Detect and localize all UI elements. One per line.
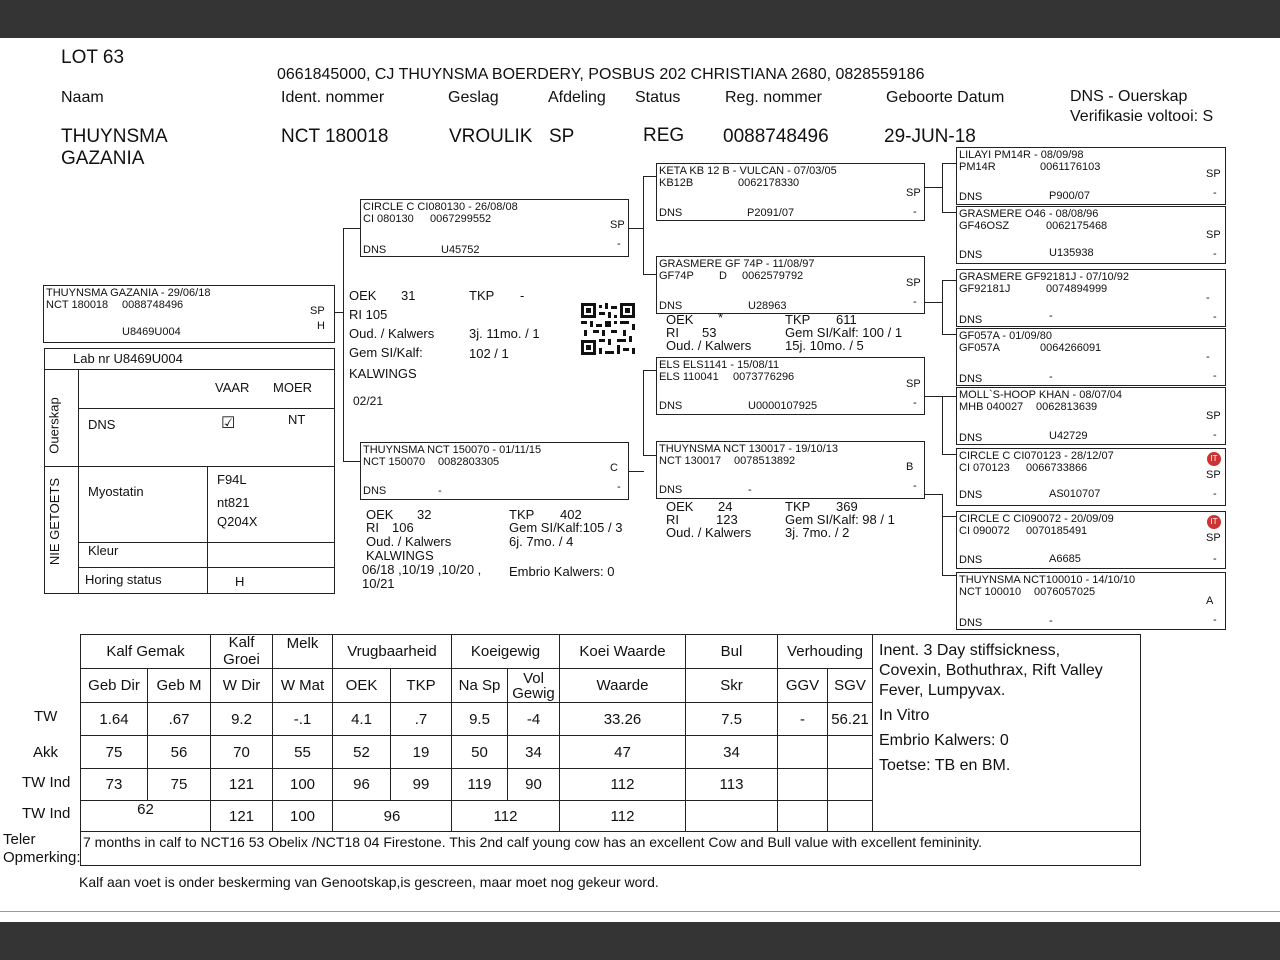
ggp-id: CI 090072 xyxy=(959,525,1010,537)
sub-cell: TKP xyxy=(391,669,452,703)
twind-cell: 100 xyxy=(273,769,333,801)
akk-cell: 50 xyxy=(452,736,508,769)
sub-cell: Waarde xyxy=(560,669,686,703)
nie-getoets-label: NIE GETOETS xyxy=(47,477,63,566)
lot-number: LOT 63 xyxy=(61,47,125,68)
gp-box-1 xyxy=(656,163,925,221)
dam-box xyxy=(360,442,629,500)
sire-oud-label: Oud. / Kalwers xyxy=(349,326,435,341)
ggp-dns: U135938 xyxy=(1049,247,1094,259)
group-verhouding: Verhouding xyxy=(778,635,873,669)
gp-dns-label: DNS xyxy=(659,207,683,219)
ggp-box-7 xyxy=(956,511,1226,569)
self-sp: SP xyxy=(310,305,325,317)
ebv-table xyxy=(80,634,1141,866)
ggp-id: NCT 100010 xyxy=(959,586,1022,598)
ggp-reg: 0062813639 xyxy=(1036,401,1098,413)
note-in-vitro: In Vitro xyxy=(879,707,930,724)
group-vrugbaarheid: Vrugbaarheid xyxy=(333,635,452,669)
dam-title: THUYNSMA NCT 150070 - 01/11/15 xyxy=(363,444,542,456)
ggp-sp: A xyxy=(1206,595,1214,607)
dam-id: NCT 150070 xyxy=(363,456,426,468)
animal-dob: 29-JUN-18 xyxy=(884,126,976,147)
ggp-id: MHB 040027 xyxy=(959,401,1024,413)
ggp-dns: A6685 xyxy=(1049,553,1081,565)
self-id: NCT 180018 xyxy=(46,299,109,311)
akk-cell: 56 xyxy=(148,736,211,769)
gp1-tkp: 611 xyxy=(836,312,857,327)
gp2-oek-label: OEK xyxy=(666,499,694,514)
ggp-box-2 xyxy=(956,206,1226,264)
gp2-oek: 24 xyxy=(718,499,733,514)
animal-name-1: THUYNSMA xyxy=(61,126,168,147)
opmerking-label: Opmerking: xyxy=(3,849,81,866)
dam-gem: Gem SI/Kalf:105 / 3 xyxy=(509,520,623,535)
gp1-ri: 53 xyxy=(702,325,717,340)
ggp-title: GRASMERE O46 - 08/08/96 xyxy=(959,208,1099,220)
label-geboorte: Geboorte Datum xyxy=(886,89,1005,106)
ggp-reg: 0064266091 xyxy=(1040,342,1102,354)
myostatin-f94l: F94L xyxy=(217,472,247,487)
ggp-sp: SP xyxy=(1206,532,1221,544)
gp1-oud: Oud. / Kalwers xyxy=(666,338,752,353)
ggp-dash: - xyxy=(1213,614,1217,626)
gp-id: GF74P xyxy=(659,270,694,282)
gp-title: THUYNSMA NCT 130017 - 19/10/13 xyxy=(659,443,838,455)
moer-nt: NT xyxy=(288,412,306,427)
label-ident: Ident. nommer xyxy=(281,89,385,106)
dam-dns: - xyxy=(438,485,442,497)
ggp-title: GRASMERE GF92181J - 07/10/92 xyxy=(959,271,1129,283)
lab-box xyxy=(44,348,335,594)
gp2-gem: Gem SI/Kalf: 98 / 1 xyxy=(785,512,895,527)
lab-nr: Lab nr U8469U004 xyxy=(73,351,183,366)
group-kalf-groei: Kalf Groei xyxy=(211,635,273,669)
label-status: Status xyxy=(635,89,681,106)
gp1-oek: * xyxy=(718,310,724,325)
sire-sp: SP xyxy=(610,219,625,231)
ggp-dns: U42729 xyxy=(1049,430,1088,442)
akk-cell: 34 xyxy=(686,736,778,769)
sire-dns: U45752 xyxy=(441,244,480,256)
akk-cell xyxy=(828,736,873,769)
self-box xyxy=(43,285,335,343)
sire-kalwings-label: KALWINGS xyxy=(349,366,417,381)
notes-cell xyxy=(873,635,1141,832)
ggp-dns-label: DNS xyxy=(959,314,983,326)
twind2-koeigewig: 112 xyxy=(452,801,560,832)
group-koeigewig: Koeigewig xyxy=(452,635,560,669)
tw-cell: - xyxy=(778,703,828,736)
gp1-gem: Gem SI/Kalf: 100 / 1 xyxy=(785,325,903,340)
ggp-dash: - xyxy=(1213,370,1217,382)
dam-oud: Oud. / Kalwers xyxy=(366,534,452,549)
horing-value: H xyxy=(235,574,245,589)
ggp-box-4 xyxy=(956,328,1226,386)
akk-cell: 34 xyxy=(508,736,560,769)
gp-sp: SP xyxy=(906,277,921,289)
self-reg: 0088748496 xyxy=(122,299,184,311)
dam-kalwings-2: 10/21 xyxy=(362,576,395,591)
dam-ri: 106 xyxy=(392,520,414,535)
ggp-dns: - xyxy=(1049,371,1053,383)
gp-dns: P2091/07 xyxy=(747,207,795,219)
akk-cell: 75 xyxy=(81,736,148,769)
sub-cell: Vol Gewig xyxy=(508,669,560,703)
ggp-dns-label: DNS xyxy=(959,489,983,501)
akk-cell: 47 xyxy=(560,736,686,769)
twind2-kalf-gemak: 62 xyxy=(81,801,211,832)
sub-cell: GGV xyxy=(778,669,828,703)
label-geslag: Geslag xyxy=(448,89,499,106)
tw-cell: 1.64 xyxy=(81,703,148,736)
ggp-dash: - xyxy=(1213,553,1217,565)
dns-verifikasie: Verifikasie voltooi: S xyxy=(1070,108,1214,125)
animal-reg: 0088748496 xyxy=(723,126,829,147)
gp-reg: 0078513892 xyxy=(734,455,796,467)
sub-cell: SGV xyxy=(828,669,873,703)
sire-dash: - xyxy=(617,238,621,250)
divider xyxy=(0,911,1280,912)
sub-cell: Na Sp xyxy=(452,669,508,703)
sire-ri: RI 105 xyxy=(349,307,388,322)
tw-cell: 9.2 xyxy=(211,703,273,736)
certification-icon: IT xyxy=(1207,515,1221,529)
ggp-box-1 xyxy=(956,147,1226,205)
ggp-reg: 0066733866 xyxy=(1026,462,1088,474)
gp-id: KB12B xyxy=(659,177,694,189)
twind2-melk: 100 xyxy=(273,801,333,832)
gp-dns: U0000107925 xyxy=(748,400,818,412)
ggp-dash: - xyxy=(1213,488,1217,500)
note-inent-1: Inent. 3 Day stiffsickness, xyxy=(879,642,1061,659)
footer-note: Kalf aan voet is onder beskerming van Genootskap,is gescreen, maar moet nog gekeur word. xyxy=(79,874,659,890)
ggp-dash: - xyxy=(1213,187,1217,199)
qr-code xyxy=(581,303,635,355)
gp-box-4 xyxy=(656,441,925,499)
animal-name-2: GAZANIA xyxy=(61,148,145,169)
gp2-tkp: 369 xyxy=(836,499,858,514)
teler-remark: 7 months in calf to NCT16 53 Obelix /NCT18 04 Firestone. This 2nd calf young cow has an excellent Cow and Bull value with excellent femininity. xyxy=(81,832,1141,866)
akk-cell: 70 xyxy=(211,736,273,769)
note-embrio: Embrio Kalwers: 0 xyxy=(879,732,1009,749)
self-h: H xyxy=(317,320,325,332)
group-koei-waarde: Koei Waarde xyxy=(560,635,686,669)
self-dns: U8469U004 xyxy=(122,326,181,338)
sire-oek: 31 xyxy=(401,288,416,303)
twind-cell xyxy=(828,769,873,801)
dam-reg: 0082803305 xyxy=(438,456,500,468)
self-title: THUYNSMA GAZANIA - 29/06/18 xyxy=(46,287,211,299)
ggp-dash: - xyxy=(1213,429,1217,441)
ggp-dns: - xyxy=(1049,310,1053,322)
gp-id: NCT 130017 xyxy=(659,455,722,467)
gp-dns: - xyxy=(748,484,752,496)
sub-cell: Geb Dir xyxy=(81,669,148,703)
gp-dash: - xyxy=(913,206,917,218)
row-label-tw: TW xyxy=(34,708,58,725)
ggp-dash: - xyxy=(1213,311,1217,323)
ggp-reg: 0076057025 xyxy=(1034,586,1096,598)
note-toetse: Toetse: TB en BM. xyxy=(879,757,1011,774)
sire-kalwings: 02/21 xyxy=(353,394,384,408)
top-bar xyxy=(0,0,1280,38)
sire-title: CIRCLE C CI080130 - 26/08/08 xyxy=(363,201,518,213)
gp-dash: - xyxy=(913,480,917,492)
sub-cell: OEK xyxy=(333,669,391,703)
animal-afdeling: SP xyxy=(549,126,575,147)
teler-label: Teler xyxy=(3,831,36,848)
sire-tkp-label: TKP xyxy=(469,288,495,303)
tw-cell: 7.5 xyxy=(686,703,778,736)
note-inent-2: Covexin, Bothuthrax, Rift Valley xyxy=(879,662,1103,679)
dam-ri-label: RI xyxy=(366,520,379,535)
sub-cell: W Mat xyxy=(273,669,333,703)
tw-cell: 56.21 xyxy=(828,703,873,736)
ggp-dns-label: DNS xyxy=(959,617,983,629)
gp1-ri-label: RI xyxy=(666,325,679,340)
kleur-label: Kleur xyxy=(88,543,119,558)
gp-title: GRASMERE GF 74P - 11/08/97 xyxy=(659,258,815,270)
animal-status: REG xyxy=(643,125,685,146)
akk-cell: 52 xyxy=(333,736,391,769)
tw-cell: 33.26 xyxy=(560,703,686,736)
ggp-id: GF92181J xyxy=(959,283,1011,295)
sub-cell: Geb M xyxy=(148,669,211,703)
gp-reg: 0062178330 xyxy=(738,177,800,189)
twind-cell: 90 xyxy=(508,769,560,801)
ggp-sp: SP xyxy=(1206,229,1221,241)
dam-oek-label: OEK xyxy=(366,507,394,522)
sire-oud: 3j. 11mo. / 1 xyxy=(469,326,540,341)
gp-d: D xyxy=(719,270,727,282)
twind-cell: 96 xyxy=(333,769,391,801)
ggp-reg: 0074894999 xyxy=(1046,283,1108,295)
ggp-dns-label: DNS xyxy=(959,373,983,385)
group-kalf-gemak: Kalf Gemak xyxy=(81,635,211,669)
ggp-id: GF46OSZ xyxy=(959,220,1010,232)
gp1-age: 15j. 10mo. / 5 xyxy=(785,338,864,353)
myostatin-q204x: Q204X xyxy=(217,514,258,529)
gp2-oud: Oud. / Kalwers xyxy=(666,525,752,540)
twind2-koei-waarde: 112 xyxy=(560,801,686,832)
myostatin-nt821: nt821 xyxy=(217,495,250,510)
gp1-tkp-label: TKP xyxy=(785,312,811,327)
gp-sp: SP xyxy=(906,378,921,390)
ggp-sp: SP xyxy=(1206,410,1221,422)
gp-dash: - xyxy=(913,296,917,308)
ggp-box-8 xyxy=(956,572,1226,630)
ggp-title: CIRCLE C CI070123 - 28/12/07 xyxy=(959,450,1114,462)
ggp-title: THUYNSMA NCT100010 - 14/10/10 xyxy=(959,574,1136,586)
dam-dash: - xyxy=(617,481,621,493)
tw-cell: -4 xyxy=(508,703,560,736)
lab-moer: MOER xyxy=(273,380,312,395)
animal-sex: VROULIK xyxy=(449,126,533,147)
ggp-box-3 xyxy=(956,269,1226,327)
horing-label: Horing status xyxy=(85,572,162,587)
ggp-id: PM14R xyxy=(959,161,996,173)
animal-ident: NCT 180018 xyxy=(281,126,389,147)
sire-oek-label: OEK xyxy=(349,288,377,303)
ggp-dns-label: DNS xyxy=(959,191,983,203)
ggp-sp: - xyxy=(1206,292,1210,304)
ggp-box-6 xyxy=(956,448,1226,506)
gp2-tkp-label: TKP xyxy=(785,499,811,514)
ggp-dns: - xyxy=(1049,615,1053,627)
group-melk: Melk xyxy=(273,635,333,669)
ggp-title: MOLL`S-HOOP KHAN - 08/07/04 xyxy=(959,389,1123,401)
ggp-dns-label: DNS xyxy=(959,554,983,566)
sire-tkp: - xyxy=(520,288,525,303)
ggp-title: LILAYI PM14R - 08/09/98 xyxy=(959,149,1084,161)
dam-tkp-label: TKP xyxy=(509,507,535,522)
gp-dns-label: DNS xyxy=(659,300,683,312)
ggp-reg: 0061176103 xyxy=(1040,161,1101,173)
sub-cell: W Dir xyxy=(211,669,273,703)
twind-cell: 119 xyxy=(452,769,508,801)
twind-cell: 121 xyxy=(211,769,273,801)
ggp-id: GF057A xyxy=(959,342,1000,354)
ggp-sp: SP xyxy=(1206,469,1221,481)
ggp-dns-label: DNS xyxy=(959,432,983,444)
gp-title: ELS ELS1141 - 15/08/11 xyxy=(659,359,780,371)
vaar-check-icon: ☑ xyxy=(221,415,236,432)
dam-oek: 32 xyxy=(417,507,432,522)
tw-cell: .7 xyxy=(391,703,452,736)
twind-cell: 99 xyxy=(391,769,452,801)
ggp-title: GF057A - 01/09/80 xyxy=(959,330,1052,342)
sire-dns-label: DNS xyxy=(363,244,387,256)
gp-sp: SP xyxy=(906,187,921,199)
gp-dns-label: DNS xyxy=(659,400,683,412)
gp2-ri: 123 xyxy=(716,512,738,527)
sire-gem-label: Gem SI/Kalf: xyxy=(349,345,423,360)
ggp-box-5 xyxy=(956,387,1226,445)
tw-cell: -.1 xyxy=(273,703,333,736)
row-label-akk: Akk xyxy=(33,744,59,761)
gp-id: ELS 110041 xyxy=(659,371,719,383)
sire-reg: 0067299552 xyxy=(430,213,492,225)
lab-dns: DNS xyxy=(88,417,116,432)
row-label-twind: TW Ind xyxy=(22,774,71,791)
ggp-reg: 0062175468 xyxy=(1046,220,1108,232)
gp2-ri-label: RI xyxy=(666,512,679,527)
tw-cell: .67 xyxy=(148,703,211,736)
ggp-id: CI 070123 xyxy=(959,462,1010,474)
certification-icon: IT xyxy=(1207,452,1221,466)
akk-cell: 19 xyxy=(391,736,452,769)
gp-box-3 xyxy=(656,357,925,415)
label-afdeling: Afdeling xyxy=(548,89,606,106)
dam-kalwings-1: 06/18 ,10/19 ,10/20 , xyxy=(362,562,482,577)
gp-reg: 0062579792 xyxy=(742,270,804,282)
ggp-title: CIRCLE C CI090072 - 20/09/09 xyxy=(959,513,1114,525)
lab-vaar: VAAR xyxy=(215,380,250,395)
dam-age: 6j. 7mo. / 4 xyxy=(509,534,574,549)
dam-tkp: 402 xyxy=(560,507,582,522)
gp-dns: U28963 xyxy=(748,300,787,312)
gp2-age: 3j. 7mo. / 2 xyxy=(785,525,850,540)
akk-cell xyxy=(778,736,828,769)
gp-title: KETA KB 12 B - VULCAN - 07/03/05 xyxy=(659,165,837,177)
twind-cell: 112 xyxy=(560,769,686,801)
ggp-reg: 0070185491 xyxy=(1026,525,1088,537)
dam-kalwings-label: KALWINGS xyxy=(366,548,434,563)
dam-c: C xyxy=(610,462,618,474)
twind2-vrugbaarheid: 96 xyxy=(333,801,452,832)
twind2-kalf-groei: 121 xyxy=(211,801,273,832)
gp-box-2 xyxy=(656,256,925,314)
label-naam: Naam xyxy=(61,89,104,106)
note-inent-3: Fever, Lumpyvax. xyxy=(879,682,1006,699)
label-reg: Reg. nommer xyxy=(725,89,822,106)
twind-cell: 75 xyxy=(148,769,211,801)
twind-cell: 113 xyxy=(686,769,778,801)
ouerskap-label: Ouerskap xyxy=(46,397,62,454)
twind-cell xyxy=(778,769,828,801)
gp-dash: - xyxy=(913,397,917,409)
group-bul: Bul xyxy=(686,635,778,669)
ggp-dash: - xyxy=(1213,248,1217,260)
dam-embrio: Embrio Kalwers: 0 xyxy=(509,564,615,579)
gp-reg: 0073776296 xyxy=(733,371,795,383)
row-label-twind-2: TW Ind xyxy=(22,805,71,822)
sub-cell: Skr xyxy=(686,669,778,703)
sire-gem: 102 / 1 xyxy=(469,346,509,361)
ggp-dns: P900/07 xyxy=(1049,190,1090,202)
gp-dns-label: DNS xyxy=(659,484,683,496)
tw-cell: 4.1 xyxy=(333,703,391,736)
ggp-dns-label: DNS xyxy=(959,249,983,261)
akk-cell: 55 xyxy=(273,736,333,769)
dns-ouerskap: DNS - Ouerskap xyxy=(1070,88,1188,105)
twind-cell: 73 xyxy=(81,769,148,801)
bottom-bar xyxy=(0,922,1280,960)
dam-dns-label: DNS xyxy=(363,485,387,497)
ggp-sp: SP xyxy=(1206,168,1221,180)
ggp-dns: AS010707 xyxy=(1049,488,1101,500)
breeder-info: 0661845000, CJ THUYNSMA BOERDERY, POSBUS 202 CHRISTIANA 2680, 0828559186 xyxy=(277,66,925,83)
gp1-oek-label: OEK xyxy=(666,312,694,327)
ggp-sp: - xyxy=(1206,351,1210,363)
sire-id: CI 080130 xyxy=(363,213,414,225)
sire-box xyxy=(360,199,629,257)
gp-b: B xyxy=(906,461,914,473)
tw-cell: 9.5 xyxy=(452,703,508,736)
myostatin-label: Myostatin xyxy=(88,484,144,499)
